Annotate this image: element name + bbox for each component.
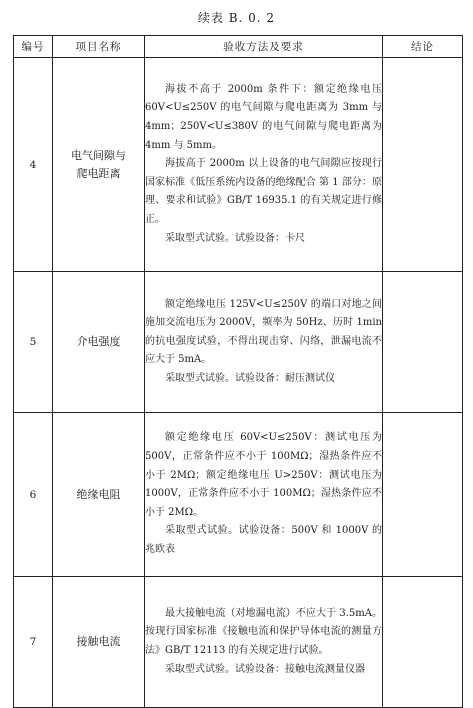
header-name: 项目名称 — [53, 36, 145, 58]
item-name-line: 绝缘电阻 — [76, 487, 121, 501]
item-number: 6 — [14, 413, 53, 577]
header-row — [14, 36, 463, 58]
item-name — [53, 577, 145, 708]
table-row — [14, 577, 463, 708]
method-paragraph: 采取型式试验。试验设备：500V 和 1000V 的兆欧表 — [145, 525, 382, 555]
table-row — [14, 58, 463, 272]
method-paragraph: 海拔不高于 2000m 条件下：额定绝缘电压 60V<U≤250V 的电气间隙与爬电距离为 3mm 与 4mm；250V<U≤380V 的电气间隙与爬电距离为 4mm 与 5mm。 — [145, 83, 382, 151]
item-number: 4 — [14, 58, 53, 272]
item-method — [145, 272, 383, 413]
item-name-line: 爬电距离 — [76, 166, 121, 180]
method-paragraph: 采取型式试验。试验设备：卡尺 — [165, 232, 305, 244]
item-name — [53, 58, 145, 272]
method-paragraph: 采取型式试验。试验设备：接触电流测量仪器 — [165, 663, 365, 675]
method-paragraph: 额定绝缘电压 60V<U≤250V：测试电压为 500V，正常条件应不小于 100MΩ；湿热条件应不小于 2MΩ；额定绝缘电压 U>250V：测试电压为 1000V，正常条件应不小于 100MΩ；湿热条件应不小于 2MΩ。 — [145, 432, 382, 518]
table-row — [14, 272, 463, 413]
method-paragraph: 采取型式试验。试验设备：耐压测试仪 — [165, 372, 335, 384]
table-row — [14, 413, 463, 577]
method-paragraph: 最大接触电流（对地漏电流）不应大于 3.5mA。按现行国家标准《接触电流和保护导体电流的测量方法》GB/T 12113 的有关规定进行试验。 — [145, 607, 382, 656]
header-num: 编号 — [14, 36, 53, 58]
item-result — [383, 413, 463, 577]
item-method — [145, 577, 383, 708]
item-name — [53, 272, 145, 413]
item-method — [145, 58, 383, 272]
header-method: 验收方法及要求 — [145, 36, 383, 58]
item-name-line: 电气间隙与 — [71, 148, 126, 162]
method-paragraph: 额定绝缘电压 125V<U≤250V 的端口对地之间施加交流电压为 2000V，频率为 50Hz、历时 1min 的抗电强度试验，不得出现击穿、闪络，泄漏电流不应大于 5mA。 — [145, 298, 382, 366]
item-result — [383, 272, 463, 413]
item-result — [383, 58, 463, 272]
method-paragraph: 海拔高于 2000m 以上设备的电气间隙应按现行国家标准《低压系统内设备的绝缘配合 第 1 部分：原理、要求和试验》GB/T 16935.1 的有关规定进行修正。 — [145, 158, 382, 225]
table-caption: 续表 B. 0. 2 — [197, 11, 276, 25]
item-method — [145, 413, 383, 577]
item-result — [383, 577, 463, 708]
item-name-line: 接触电流 — [76, 635, 121, 648]
item-name-line: 介电强度 — [76, 335, 121, 348]
header-result: 结论 — [383, 36, 463, 58]
acceptance-table — [13, 35, 463, 708]
item-name — [53, 413, 145, 577]
item-number: 7 — [14, 577, 53, 708]
item-number: 5 — [14, 272, 53, 413]
